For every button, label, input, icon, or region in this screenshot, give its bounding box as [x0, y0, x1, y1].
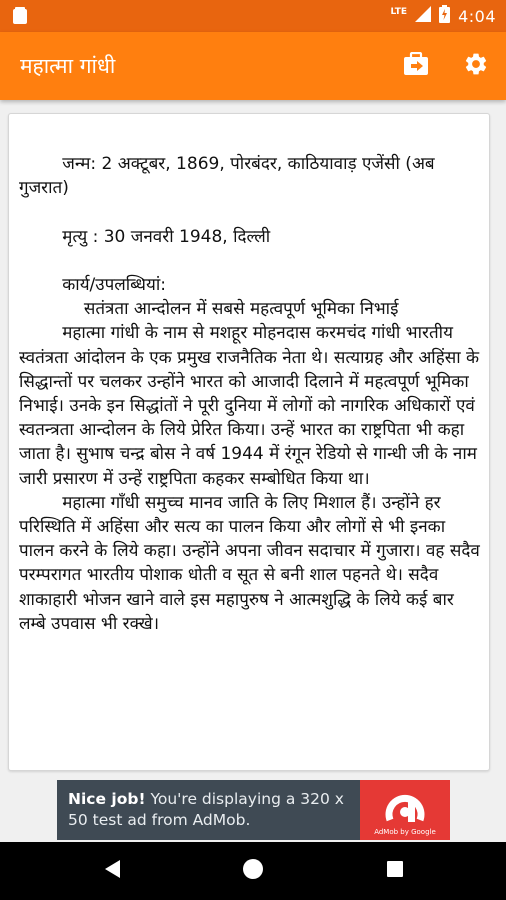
status-bar [0, 0, 506, 32]
recents-button[interactable] [380, 856, 410, 886]
ad-body: You're displaying a 320 x 50 test ad from AdMob. [68, 790, 344, 829]
settings-icon [463, 51, 489, 81]
settings-button[interactable] [458, 48, 494, 84]
battery-icon [439, 5, 450, 27]
ad-text [68, 789, 358, 831]
navigation-bar [0, 842, 506, 900]
article-text: जन्म: 2 अक्टूबर, 1869, पोरबंदर, काठियावाड़ एजेंसी (अब गुजरात) मृत्यु : 30 जनवरी 1948, दिल्ली कार्य/उपलब्धियां: सतंत्रता आन्दोलन में सबसे महत्वपूर्ण भूमिका निभाई महात्मा गांधी के नाम से मशहूर मोहनदास करमचंद गांधी भारतीय स्वतंत्रता आंदोलन के एक प्रमुख राजनैतिक नेता थे। सत्याग्रह और अहिंसा के सिद्धान्तों पर चलकर उन्होंने भारत को आजादी दिलाने में महत्वपूर्ण भूमिका निभाई। उनके इन सिद्धांतों ने पूरी दुनिया में लोगों को नागरिक अधिकारों एवं स्वतन्त्रता आन्दोलन के लिये प्रेरित किया। उन्हें भारत का राष्ट्रपिता भी कहा जाता है। सुभाष चन्द्र बोस ने वर्ष 1944 में रंगून रेडियो से गान्धी जी के नाम जारी प्रसारण में उन्हें राष्ट्रपिता कहकर सम्बोधित किया था। महात्मा गाँधी समुच्च मानव जाति के लिए मिशाल हैं। उन्होंने हर परिस्थिति में अहिंसा और सत्य का पालन किया और लोगों से भी इनका पालन करने के लिये कहा। उन्होंने अपना जीवन सदाचार में गुजारा। वह सदैव परम्परागत भारतीय पोशाक धोती व सूत से बनी शाल पहनते थे। सदैव शाकाहारी भोजन खाने वाले इस महापुरुष ने आत्मशुद्धि के लिये कई बार लम्बे उपवास भी रक्खे। [19, 154, 480, 634]
article-card[interactable] [8, 113, 490, 771]
page-title: महात्मा गांधी [20, 54, 116, 78]
ad-banner[interactable] [57, 780, 450, 840]
admob-logo-icon [384, 786, 426, 828]
ad-headline: Nice job! [68, 790, 146, 808]
admob-caption: AdMob by Google [374, 828, 436, 836]
clock: 4:04 [458, 6, 496, 26]
signal-icon [415, 6, 431, 26]
recents-icon [385, 859, 405, 883]
home-button[interactable] [238, 856, 268, 886]
admob-logo[interactable] [360, 780, 450, 840]
lte-icon: LTE [390, 7, 408, 17]
app-bar [0, 32, 506, 100]
back-icon [102, 858, 124, 884]
share-icon [403, 52, 429, 80]
notification-icon [12, 7, 28, 29]
back-button[interactable] [98, 856, 128, 886]
home-icon [241, 857, 265, 885]
share-button[interactable] [398, 48, 434, 84]
